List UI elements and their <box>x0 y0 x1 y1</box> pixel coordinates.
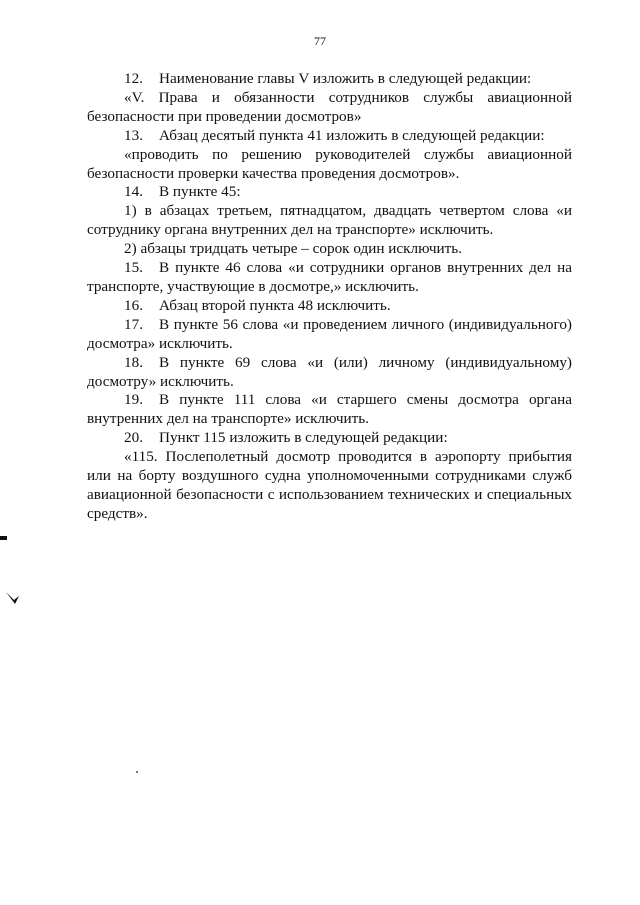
paragraph-13-quote <box>87 146 572 184</box>
paragraph-text: В пункте 69 слова «и (или) личному (индивидуальному) досмотру» исключить. <box>87 353 572 390</box>
document-body <box>87 70 572 524</box>
paragraph-text: 2) абзацы тридцать четыре – сорок один исключить. <box>124 240 462 258</box>
paragraph-text: «115. Послеполетный досмотр проводится в аэропорту прибытия или на борту воздушного судна уполномоченными сотрудниками служб авиационной безопасности с использованием технических и специальных средств». <box>87 448 572 522</box>
item-number: 17. <box>124 315 143 333</box>
paragraph-text: В пункте 45: <box>159 183 241 201</box>
scan-dot <box>136 771 138 773</box>
item-number: 16. <box>124 296 143 314</box>
paragraph-text: «V. Права и обязанности сотрудников службы авиационной безопасности при проведении досмотров» <box>87 88 572 125</box>
paragraph-text: «проводить по решению руководителей службы авиационной безопасности проверки качества проведения досмотров». <box>87 145 572 182</box>
item-number: 18. <box>124 353 143 371</box>
item-number: 13. <box>124 126 143 144</box>
paragraph-text: В пункте 111 слова «и старшего смены досмотра органа внутренних дел на транспорте» исключить. <box>87 391 572 428</box>
paragraph-text: Абзац десятый пункта 41 изложить в следующей редакции: <box>159 126 545 144</box>
paragraph-18 <box>87 354 572 392</box>
page-number: 77 <box>314 34 326 48</box>
item-number: 12. <box>124 70 143 87</box>
paragraph-14-sub-1 <box>87 202 572 240</box>
item-number: 14. <box>124 183 143 201</box>
paragraph-text: В пункте 56 слова «и проведением личного (индивидуального) досмотра» исключить. <box>87 315 572 352</box>
paragraph-16 <box>87 297 572 316</box>
paragraph-17 <box>87 316 572 354</box>
paragraph-13 <box>87 127 572 146</box>
paragraph-text: Наименование главы V изложить в следующей редакции: <box>159 70 532 87</box>
paragraph-12-quote <box>87 89 572 127</box>
scan-mark <box>6 592 20 604</box>
paragraph-20-quote <box>87 448 572 524</box>
paragraph-19 <box>87 391 572 429</box>
paragraph-15 <box>87 259 572 297</box>
paragraph-text: Пункт 115 изложить в следующей редакции: <box>159 429 448 447</box>
paragraph-14-sub-2 <box>87 240 572 259</box>
paragraph-text: Абзац второй пункта 48 исключить. <box>159 296 391 314</box>
item-number: 20. <box>124 429 143 447</box>
item-number: 19. <box>124 391 143 409</box>
item-number: 15. <box>124 259 143 277</box>
paragraph-14 <box>87 183 572 202</box>
paragraph-20 <box>87 429 572 448</box>
paragraph-text: 1) в абзацах третьем, пятнадцатом, двадцать четвертом слова «и сотруднику органа внутренних дел на транспорте» исключить. <box>87 202 572 239</box>
paragraph-12 <box>87 70 572 89</box>
paragraph-text: В пункте 46 слова «и сотрудники органов внутренних дел на транспорте, участвующие в досмотре,» исключить. <box>87 259 572 295</box>
scan-mark <box>0 536 7 540</box>
